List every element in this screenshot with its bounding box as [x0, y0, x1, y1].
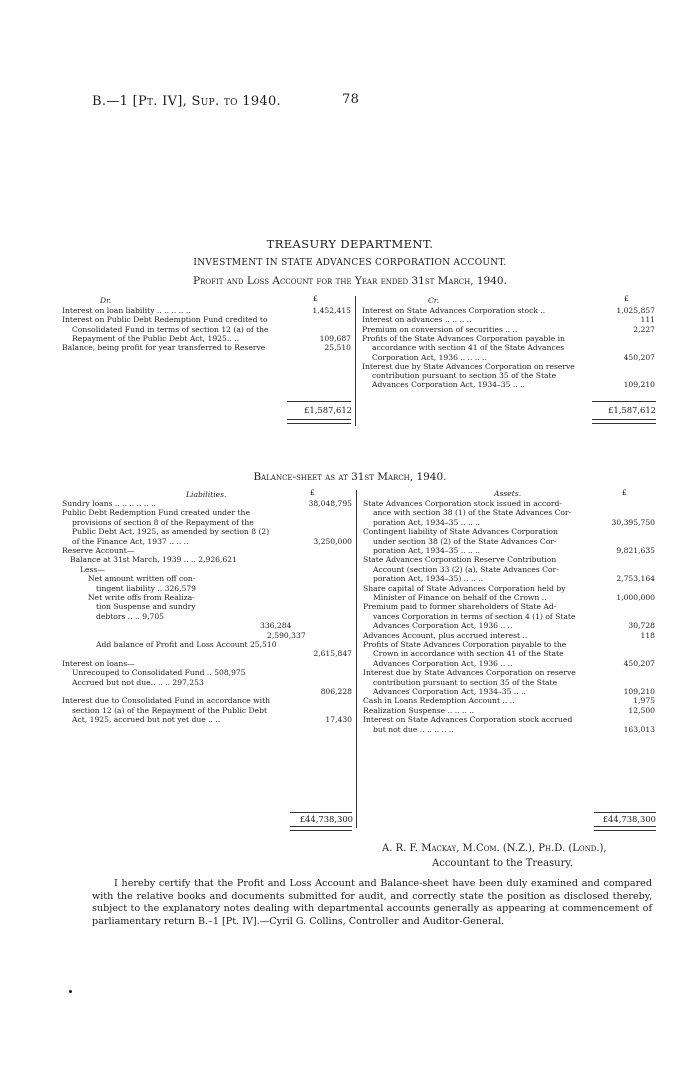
liability-row-text: Public Debt Act, 1925, as amended by section 8 (2) [72, 527, 270, 537]
pl-dr-row-text: Repayment of the Public Debt Act, 1925.. .. [72, 333, 239, 343]
asset-row-amount: 30,395,750 [611, 517, 655, 527]
asset-row-text: Profits of State Advances Corporation payable to the [363, 640, 567, 649]
pl-dr-row-text: Balance, being profit for year transferred to Reserve [62, 343, 266, 353]
pl-divider [355, 296, 356, 426]
pl-dr-row-amount: 1,452,415 [312, 306, 351, 315]
bs-liab-double-rule [290, 826, 352, 831]
bs-asset-rule [594, 812, 656, 813]
asset-row-text: Advances Corporation Act, 1936 .. .. [373, 621, 513, 631]
liability-row-text: Balance at 31st March, 1939 .. .. 2,926,621 [70, 555, 237, 565]
liability-row-text: Interest on loans— [62, 658, 135, 668]
pl-dr-total: £1,587,612 [304, 405, 352, 415]
liability-row-amount: 2,615,847 [313, 649, 352, 659]
liability-row-text: of the Finance Act, 1937 .. .. .. [72, 536, 189, 546]
asset-row-amount: 118 [640, 630, 655, 640]
pl-cr-row-text: Profits of the State Advances Corporation payable in [362, 333, 565, 343]
liability-row-text: Interest due to Consolidated Fund in accordance with [62, 696, 271, 706]
asset-row-text: Cash in Loans Redemption Account .. .. [363, 696, 515, 706]
auditor-certificate: I hereby certify that the Profit and Loss Account and Balance-sheet have been duly examined and compared with the relative books and documents submitted for audit, and correctly state the position as disclosed thereby, subject to the explanatory notes dealing with departmental accounts generally as appearing at commencement of parliamentary return B.–1 [Pt. IV].—Cyril G. Collins, Controller and Auditor-General. [92, 878, 652, 927]
liability-row-amount: 38,048,795 [308, 499, 352, 508]
asset-row-amount: 2,753,164 [616, 574, 655, 584]
running-header: B.—1 [Pt. IV], Sup. to 1940. [92, 94, 281, 109]
bs-liab-rule [290, 812, 352, 813]
pl-cr-total: £1,587,612 [608, 405, 656, 415]
asset-row-text: Advances Account, plus accrued interest .. [363, 630, 528, 640]
pl-dr-row-amount: 25,510 [324, 343, 351, 353]
asset-row-text: Advances Corporation Act, 1934–35 .. .. [373, 687, 526, 696]
liability-row-text: Net write offs from Realiza- [88, 593, 195, 602]
liability-row-text: tion Suspense and sundry [96, 602, 196, 612]
asset-row-text: vances Corporation in terms of section 4 (1) of State [373, 611, 576, 621]
asset-row-text: Advances Corporation Act, 1936 .. .. [373, 658, 513, 668]
asset-row-amount: 163,013 [623, 724, 655, 734]
pl-cr-rule [592, 401, 656, 402]
liabilities-label: Liabilities. [186, 490, 227, 499]
liability-row-amount: 17,430 [325, 715, 352, 725]
asset-row-text: poration Act, 1934–35 .. .. .. [373, 546, 481, 555]
liabilities-total: £44,738,300 [299, 814, 353, 824]
dr-label: Dr. [100, 296, 112, 305]
bs-asset-currency: £ [622, 488, 627, 497]
asset-row-amount: 9,821,635 [616, 546, 655, 555]
asset-row-text: Crown in accordance with section 41 of the State [373, 649, 564, 659]
liability-row-text: Act, 1925, accrued but not yet due .. .. [72, 715, 221, 725]
pl-cr-row-text: Advances Corporation Act, 1934–35 .. .. [372, 380, 525, 390]
liability-row-text: debtors .. .. 9,705 [96, 611, 165, 621]
pl-cr-row-amount: 450,207 [623, 352, 655, 362]
pl-cr-row-amount: 2,227 [633, 324, 655, 334]
pl-title: Profit and Loss Account for the Year ended 31st March, 1940. [193, 275, 507, 287]
asset-row-text: under section 38 (2) of the State Advances Cor- [373, 536, 557, 546]
bs-liab-currency: £ [310, 488, 315, 497]
asset-row-text: Account (section 33 (2) (a), State Advances Cor- [373, 564, 559, 574]
liability-row-text: Less— [80, 564, 105, 574]
cr-label: Cr. [428, 296, 440, 305]
pl-cr-currency: £ [624, 294, 629, 303]
asset-row-text: Minister of Finance on behalf of the Crown .. [373, 593, 547, 602]
asset-row-amount: 1,000,000 [616, 593, 655, 602]
pl-dr-row-amount: 109,687 [319, 333, 351, 343]
liability-row-text: 336,284 [260, 621, 292, 631]
liability-row-amount: 3,250,000 [313, 536, 352, 546]
asset-row-amount: 30,728 [628, 621, 655, 631]
asset-row-text: contribution pursuant to section 35 of the State [373, 677, 558, 687]
asset-row-text: but not due .. .. .. .. .. [373, 724, 454, 734]
pl-cr-row-text: Interest on advances .. .. .. .. [362, 315, 472, 325]
asset-row-amount: 109,210 [623, 687, 655, 696]
pl-cr-row-text: Interest on State Advances Corporation stock .. [362, 306, 546, 315]
asset-row-text: ance with section 38 (1) of the State Advances Cor- [373, 508, 572, 518]
pl-cr-double-rule [592, 419, 656, 424]
asset-row-text: State Advances Corporation Reserve Contribution [363, 555, 557, 565]
assets-label: Assets. [494, 489, 522, 498]
account-title: INVESTMENT IN STATE ADVANCES CORPORATION ACCOUNT. [193, 258, 507, 268]
liability-row-text: 2,590,337 [267, 630, 306, 640]
department-title: TREASURY DEPARTMENT. [266, 237, 434, 251]
pl-cr-row-amount: 109,210 [623, 380, 655, 390]
pl-dr-double-rule [287, 419, 351, 424]
pl-cr-row-text: contribution pursuant to section 35 of the State [372, 371, 557, 381]
asset-row-text: State Advances Corporation stock issued in accord- [363, 499, 562, 508]
liability-row-text: provisions of section 8 of the Repayment of the [72, 517, 254, 527]
liability-row-text: Public Debt Redemption Fund created under the [62, 508, 250, 518]
pl-cr-row-text: Interest due by State Advances Corporation on reserve [362, 361, 575, 371]
bs-asset-double-rule [594, 826, 656, 831]
asset-row-text: Realization Suspense .. .. .. .. [363, 705, 475, 715]
asset-row-text: Interest due by State Advances Corporation on reserve [363, 668, 576, 678]
asset-row-amount: 12,500 [628, 705, 655, 715]
liability-row-amount: 806,228 [320, 687, 352, 696]
pl-cr-row-text: Corporation Act, 1936 .. .. .. .. [372, 352, 487, 362]
asset-row-amount: 450,207 [623, 658, 655, 668]
liability-row-text: Net amount written off con- [88, 574, 196, 584]
pl-cr-row-text: accordance with section 41 of the State Advances [372, 343, 565, 353]
asset-row-text: Premium paid to former shareholders of State Ad- [363, 602, 557, 612]
asset-row-text: poration Act, 1934–35 .. .. .. [373, 517, 481, 527]
pl-dr-rule [287, 401, 351, 402]
dot-mark [69, 990, 72, 993]
asset-row-text: poration Act, 1934–35) .. .. .. [373, 574, 484, 584]
liability-row-text: Unrecouped to Consolidated Fund .. 508,975 [72, 668, 246, 678]
liability-row-text: tingent liability .. 326,579 [96, 583, 197, 593]
page-number: 78 [342, 92, 360, 107]
liability-row-text: Add balance of Profit and Loss Account 25,510 [96, 640, 277, 649]
liability-row-text: Accrued but not due.. .. .. 297,253 [72, 677, 204, 687]
pl-cr-row-amount: 111 [640, 315, 655, 325]
pl-dr-currency: £ [313, 294, 318, 303]
asset-row-amount: 1,975 [633, 696, 655, 706]
pl-dr-row-text: Interest on loan liability .. .. .. .. .. [62, 306, 191, 315]
signatory-title: Accountant to the Treasury. [432, 858, 573, 869]
asset-row-text: Contingent liability of State Advances Corporation [363, 527, 558, 537]
liability-row-text: Sundry loans .. .. .. .. .. .. [62, 499, 156, 508]
pl-dr-row-text: Consolidated Fund in terms of section 12 (a) of the [72, 324, 269, 334]
asset-row-text: Share capital of State Advances Corporation held by [363, 583, 566, 593]
asset-row-text: Interest on State Advances Corporation stock accrued [363, 715, 573, 725]
bs-divider [356, 490, 357, 828]
liability-row-text: section 12 (a) of the Repayment of the Public Debt [72, 705, 268, 715]
liability-row-text: Reserve Account— [62, 546, 135, 555]
assets-total: £44,738,300 [602, 814, 656, 824]
bs-title: Balance-sheet as at 31st March, 1940. [253, 471, 447, 483]
pl-cr-row-amount: 1,025,857 [616, 306, 655, 315]
pl-dr-row-text: Interest on Public Debt Redemption Fund credited to [62, 315, 268, 325]
pl-cr-row-text: Premium on conversion of securities .. .. [362, 324, 518, 334]
signatory-name: A. R. F. Mackay, M.Com. (N.Z.), Ph.D. (Lond.), [382, 843, 607, 854]
